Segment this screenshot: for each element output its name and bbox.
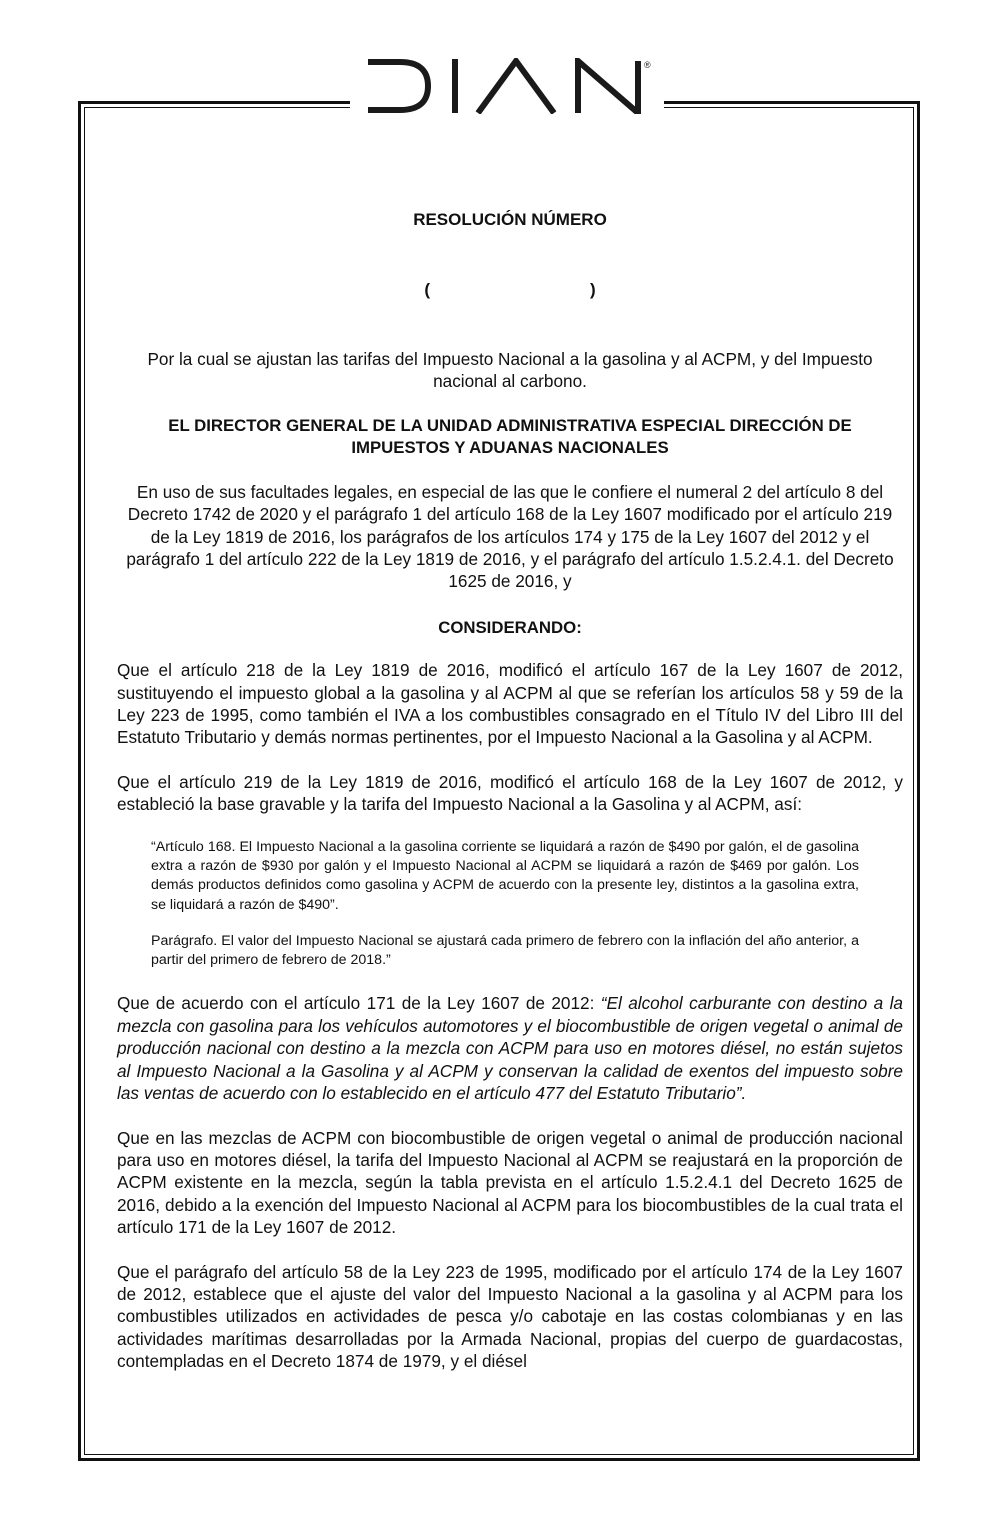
resolution-number-placeholder (117, 278, 903, 302)
director-heading: EL DIRECTOR GENERAL DE LA UNIDAD ADMINISTRATIVA ESPECIAL DIRECCIÓN DE IMPUESTOS Y ADUANAS NACIONALES (168, 415, 852, 457)
considerando-paragraph-5: Que el parágrafo del artículo 58 de la Ley 223 de 1995, modificado por el artículo 174 de la Ley 1607 de 2012, establece que el ajuste del valor del Impuesto Nacional a la gasolina y al ACPM para los combustibles utilizados en actividades de pesca y/o cabotaje en las costas colombianas y en las actividades marítimas desarrolladas por la Armada Nacional, propias del cuerpo de guardacostas, contempladas en el Decreto 1874 de 1979, y el diésel (117, 1261, 903, 1372)
document-body (117, 208, 903, 1373)
considerando-3-quote: “El alcohol carburante con destino a la mezcla con gasolina para los vehículos automotores y el biocombustible de origen vegetal o animal de producción nacional con destino a la mezcla con ACPM para uso en motores diésel, no están sujetos al Impuesto Nacional a la Gasolina y al ACPM y conservan la calidad de exentos del impuesto sobre las ventas de acuerdo con lo establecido en el artículo 477 del Estatuto Tributario”. (117, 993, 903, 1104)
legal-powers-paragraph: En uso de sus facultades legales, en especial de las que le confiere el numeral 2 del artículo 8 del Decreto 1742 de 2020 y el parágrafo 1 del artículo 168 de la Ley 1607 modificado por el artículo 219 de la Ley 1819 de 2016, los parágrafos de los artículos 174 y 175 de la Ley 1607 del 2012 y el parágrafo 1 del artículo 222 de la Ley 1819 de 2016, y el parágrafo del artículo 1.5.2.4.1. del Decreto 1625 de 2016, y (126, 481, 894, 592)
registered-mark: ® (644, 60, 651, 70)
dian-logo (366, 58, 656, 114)
quoted-paragrafo: Parágrafo. El valor del Impuesto Nacional se ajustará cada primero de febrero con la inflación del año anterior, a partir del primero de febrero de 2018.” (151, 932, 859, 969)
quoted-article-168: “Artículo 168. El Impuesto Nacional a la gasolina corriente se liquidará a razón de $490 por galón, el de gasolina extra a razón de $930 por galón y el Impuesto Nacional al ACPM se liquidará a razón de $469 por galón. Los demás productos definidos como gasolina y ACPM de acuerdo con la presente ley, distintos a la gasolina extra, se liquidará a razón de $490”. (151, 838, 859, 913)
considerando-paragraph-1: Que el artículo 218 de la Ley 1819 de 2016, modificó el artículo 167 de la Ley 1607 de 2012, sustituyendo el impuesto global a la gasolina y al ACPM al que se referían los artículos 58 y 59 de la Ley 223 de 1995, como también el IVA a los combustibles consagrado en el Título IV del Libro III del Estatuto Tributario y demás normas pertinentes, por el Impuesto Nacional a la Gasolina y al ACPM. (117, 660, 903, 748)
paren-close: ) (590, 280, 596, 299)
resolution-title: RESOLUCIÓN NÚMERO (413, 210, 607, 229)
considerando-paragraph-3 (117, 992, 903, 1104)
considerando-paragraph-4: Que en las mezclas de ACPM con biocombustible de origen vegetal o animal de producción nacional para uso en motores diésel, la tarifa del Impuesto Nacional al ACPM se reajustará en la proporción de ACPM existente en la mezcla, según la tabla prevista en el artículo 1.5.2.4.1 del Decreto 1625 de 2016, debido a la exención del Impuesto Nacional al ACPM para los biocombustibles de la cual trata el artículo 171 de la Ley 1607 de 2012. (117, 1127, 903, 1238)
considerando-heading: CONSIDERANDO: (438, 617, 582, 637)
considerando-3-intro: Que de acuerdo con el artículo 171 de la Ley 1607 de 2012: (117, 993, 601, 1014)
considerando-paragraph-2: Que el artículo 219 de la Ley 1819 de 2016, modificó el artículo 168 de la Ley 1607 de 2012, y estableció la base gravable y la tarifa del Impuesto Nacional a la Gasolina y al ACPM, así: (117, 771, 903, 815)
paren-open: ( (424, 280, 430, 299)
resolution-subtitle: Por la cual se ajustan las tarifas del Impuesto Nacional a la gasolina y al ACPM, y del Impuesto nacional al carbono. (147, 349, 873, 392)
